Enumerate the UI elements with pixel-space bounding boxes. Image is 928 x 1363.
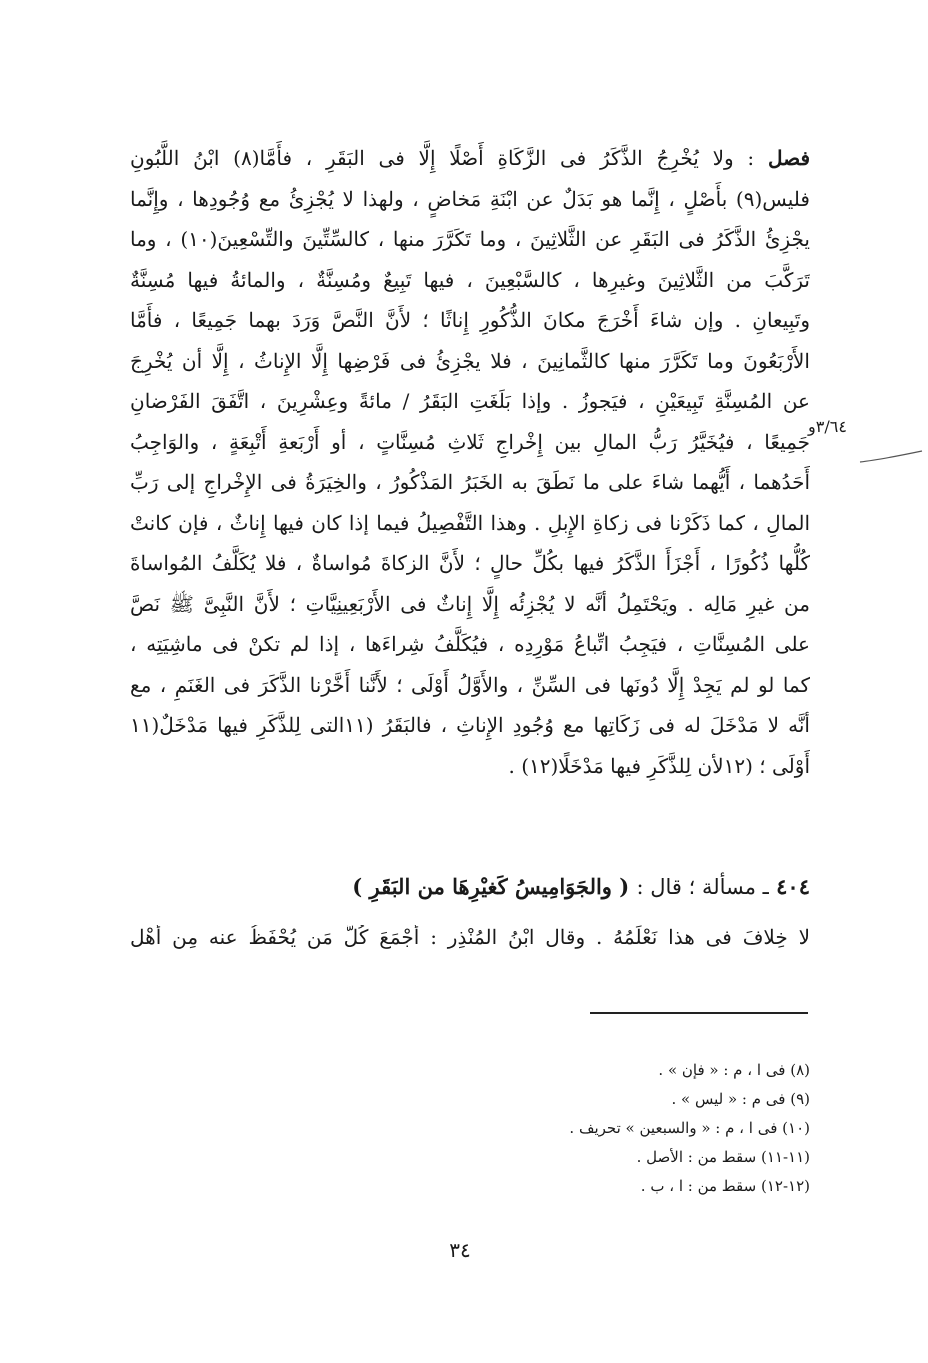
footnote-9: (٩) فى م : « ليس » . [671,1090,810,1108]
text-line-5: وتَبِيعانِ . وإن شاءَ أَخْرَجَ مكانَ الذُّكُورِ إِناثًا ؛ لأَنَّ النَّصَّ وَرَدَ بهما جَمِيعًا ، فأَمَّا [130,308,810,332]
footnote-12: (١٢-١٢) سقط من : ا ، ب . [640,1177,810,1195]
section-number: ٤٠٤ [776,874,810,899]
footnotes-list [400,1056,810,1201]
footnote-10: (١٠) فى ا ، م : « والسبعين » تحريف . [569,1119,810,1137]
text-line-4: تَرَكَّبَ من الثَّلاثِينَ وغيرِها ، كالسَّبْعِينَ ، فيها تَبِيعٌ ومُسِنَّةٌ ، والمائةُ فيها مُسِنَّةٌ [130,267,810,292]
section-quote: ( والجَوَامِيسُ كَغيْرِهَا من البَقَرِ ) [352,874,630,899]
footnote-11: (١١-١١) سقط من : الأصل . [636,1148,810,1166]
section-heading [290,874,810,899]
text-line-8: جَمِيعًا ، فيُخَيَّرُ رَبُّ المالِ بين إِخْراجِ ثَلاثِ مُسِنَّاتٍ ، أو أَرْبَعةِ أَتْبِعَةٍ ، والوَاجِبُ [130,429,810,454]
page-number: ٣٤ [449,1238,471,1262]
margin-folio-reference: ٣/٦٤و [808,417,847,436]
text-line-7: عن المُسِنَّةِ تَبِيعَيْنِ ، فيَجوزُ . وإذا بَلَغَتِ البَقَرُ / مائةً وعِشْرِينَ ، اتَّفَقَ الفَرْضانِ [130,389,810,413]
text-line-13: على المُسِنَّاتِ ، فيَجِبُ اتِّباعُ مَوْرِدِه ، فيُكَلَّفُ شِراءَها ، إذا لم تكنْ فى ماشِيَتِه ، [130,632,810,656]
text-line-9: أَحَدُهما ، أَيُّهما شاءَ على ما نَطَقَ به الخَبَرُ المَذْكُورُ ، والخِيَرَةُ فى الإِخْراجِ إلى رَبِّ [130,470,810,494]
section-label: ـ مسألة ؛ قال : [636,875,769,899]
text-line-2: فليس(٩) بأَصْلٍ ، إِنَّما هو بَدَلٌ عن ابْنَةِ مَخاضٍ ، ولهذا لا يُجْزِئُ مع وُجُودِها ، وإِنَّما [130,186,810,211]
text-line-6: الأَرْبَعُونَ وما تَكَرَّرَ منها كالثَّمانِينَ ، فلا يجْزِئُ فى فَرْضِها إِلَّا الإِناثُ ، إِلَّا أن يُخْرِجَ [130,348,810,373]
text-line-12: من غيرِ مَالِه . ويَحْتَمِلُ أنَّه لا يُجْزِئُه إِلَّا إِناثٌ فى الأَرْبَعِينِيَّاتِ ؛ لأَنَّ النَّبِىَّ ﷺ نَصَّ [130,591,810,616]
section-first-line: لا خِلافَ فى هذا نَعْلَمُهُ . وقال ابْنُ المُنْذِرِ : أَجْمَعَ كُلُّ مَن يُحْفَظُ عنه مِن أَهْلِ [130,925,810,949]
main-text-block [130,138,810,786]
text-line-14: كما لو لم يَجِدْ إِلَّا دُونَها فى السِّنِّ ، والأَوَّلُ أَوْلَى ؛ لأَنَّنا أَخَّرْنا الذَّكَرَ فى الغَنَمِ ، مع [130,672,810,697]
text-line-1-first-word: فصل [767,146,810,170]
text-line-1-rest: : ولا يُخْرِجُ الذَّكَرُ فى الزَّكَاةِ أَصْلًا إِلَّا فى البَقَرِ ، فأَمَّا(٨) ابْنُ اللَّبُونِ [130,146,755,170]
text-line-10: المالِ ، كما ذَكَرْنا فى زكاةِ الإِبلِ . وهذا التَّفْصِيلُ فيما إذا كان فيها إِناثٌ ، فإن كانتْ [130,510,810,535]
footnote-8: (٨) فى ا ، م : « فإن » . [658,1061,810,1079]
text-line-1 [130,138,810,179]
text-line-11: كُلُّها ذُكُورًا ، أَجْزَأَ الذَّكَرُ فيها بكُلِّ حالٍ ؛ لأَنَّ الزكاةَ مُواساةٌ ، فلا يُكَلَّفُ المُواساةَ [130,551,810,575]
footnote-divider [590,1012,808,1014]
text-line-15: أنَّه لا مَدْخَلَ له فى زَكَاتِها مع وُجُودِ الإِناثِ ، فالبَقَرُ (١١التى لِلذَّكَرِ فيها مَدْخَلٌ(١١ [130,713,810,737]
text-line-16: أَوْلَى ؛ (١٢لأن لِلذَّكَرِ فيها مَدْخَلًا(١٢) . [508,753,810,778]
margin-stroke-mark [858,450,924,464]
text-line-3: يجْزِئُ الذَّكَرُ فى البَقَرِ عن الثَّلاثِينَ ، وما تَكَرَّرَ منها ، كالسِّتِّينَ والتِّسْعِينَ(١٠) ، وما [130,227,810,251]
